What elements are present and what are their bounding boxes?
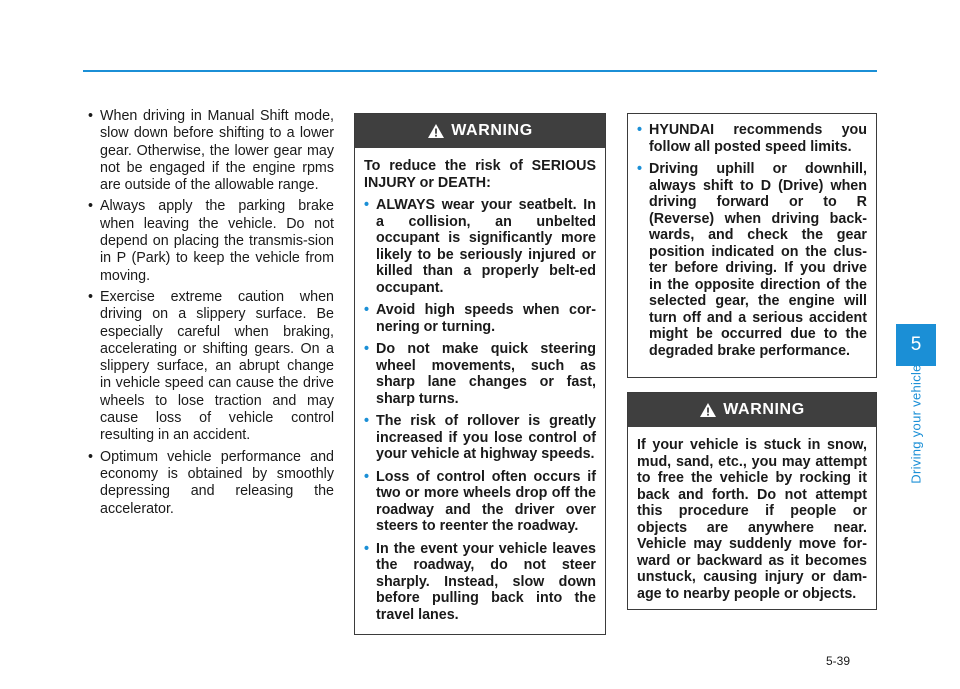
warning-triangle-icon — [699, 402, 717, 418]
warning-triangle-icon — [427, 123, 445, 139]
warning-body — [628, 427, 876, 602]
warning-title: WARNING — [723, 401, 805, 418]
list-item: • Always apply the parking brake when leaving the vehicle. Do not depend on placing the transmis-sion in P (Park) to keep the vehicle from moving. — [88, 198, 334, 284]
list-item: • Loss of control often occurs if two or more wheels drop off the roadway and the driver over steers to reenter the roadway. — [364, 469, 596, 535]
warning-intro: To reduce the risk of SERIOUS INJURY or DEATH: — [364, 158, 596, 191]
warning-text: If your vehicle is stuck in snow, mud, sand, etc., you may attempt to free the vehicle by rocking it back and forth. Do not attempt this procedure if people or objects are anywhere near. Vehicle may suddenly move for-ward or backward as it becomes unstuck, causing injury or dam-age to nearby people or objects. — [637, 437, 867, 602]
warning-title: WARNING — [451, 122, 533, 139]
warning-header — [355, 114, 605, 148]
warning-box-seatbelt — [354, 113, 606, 635]
warning-body — [355, 148, 605, 623]
list-item: • Optimum vehicle performance and economy is obtained by smoothly depressing and releasing the accelerator. — [88, 449, 334, 518]
warning-box-continued — [627, 113, 877, 378]
chapter-label: Driving your vehicle — [908, 364, 924, 484]
warning-bullet-list — [364, 197, 596, 623]
list-item: • In the event your vehicle leaves the roadway, do not steer sharply. Instead, slow down before pulling back into the travel lanes. — [364, 541, 596, 624]
left-text-column — [88, 108, 334, 522]
warning-header — [628, 393, 876, 427]
list-item: • HYUNDAI recommends you follow all posted speed limits. — [637, 122, 867, 155]
list-item: • When driving in Manual Shift mode, slow down before shifting to a lower gear. Otherwise, the lower gear may not be engaged if the engine rpms are outside of the allowable range. — [88, 108, 334, 194]
list-item: • Driving uphill or downhill, always shift to D (Drive) when driving forward or to R (Reverse) when driving back-wards, and check the gear position indicated on the clus-ter before driving. If you drive in the opposite direction of the selected gear, the engine will turn off and a serious accident might be occurred due to the degraded brake performance. — [637, 161, 867, 359]
left-bullet-list — [88, 108, 334, 518]
list-item: • The risk of rollover is greatly increased if you lose control of your vehicle at highway speeds. — [364, 413, 596, 463]
chapter-tab: 5 — [896, 324, 936, 366]
page-number: 5-39 — [826, 654, 851, 668]
header-rule — [83, 70, 877, 72]
list-item: • Do not make quick steering wheel movements, such as sharp lane changes or fast, sharp turns. — [364, 341, 596, 407]
warning-bullet-list — [637, 122, 867, 359]
warning-body — [628, 114, 876, 359]
list-item: • Avoid high speeds when cor-nering or turning. — [364, 302, 596, 335]
warning-box-stuck-vehicle — [627, 392, 877, 610]
list-item: • Exercise extreme caution when driving on a slippery surface. Be especially careful when braking, accelerating or shifting gears. On a slippery surface, an abrupt change in vehicle speed can cause the drive wheels to lose traction and may cause loss of vehicle control resulting in an accident. — [88, 289, 334, 445]
list-item: • ALWAYS wear your seatbelt. In a collision, an unbelted occupant is significantly more likely to be seriously injured or killed than a properly belt-ed occupant. — [364, 197, 596, 296]
